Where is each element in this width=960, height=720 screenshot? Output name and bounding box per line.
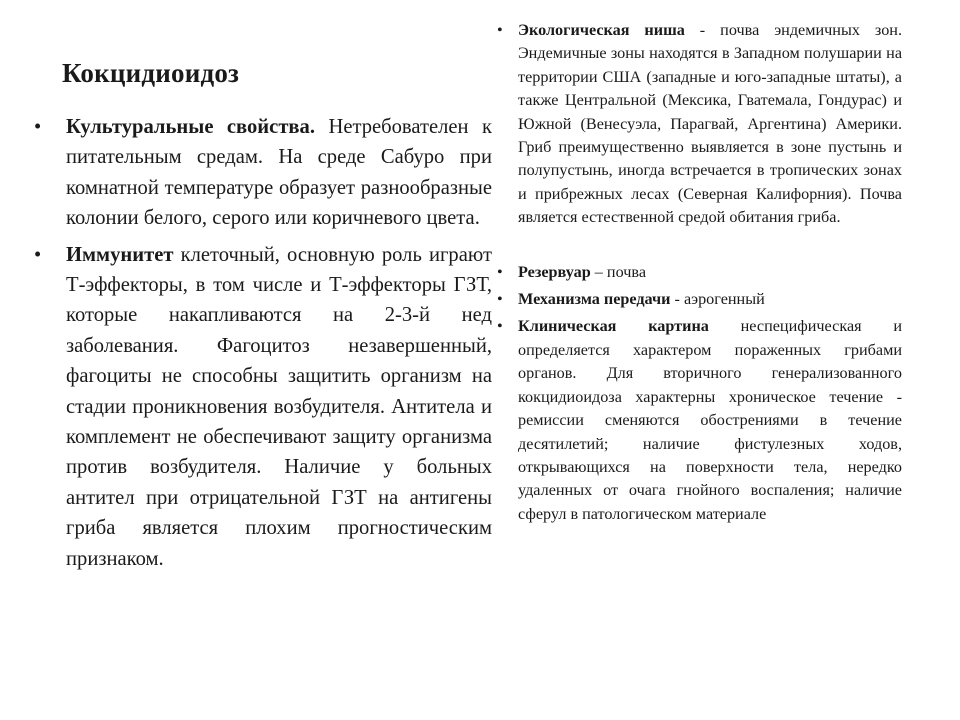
left-column <box>34 112 492 580</box>
list-item-ecological-niche <box>497 19 902 230</box>
bullet-icon: • <box>497 262 503 281</box>
item-term: Механизма передачи <box>518 290 671 309</box>
item-term: Иммунитет <box>66 243 174 266</box>
list-item-reservoir <box>497 261 902 284</box>
bullet-icon: • <box>497 317 503 336</box>
bullet-icon: • <box>34 243 42 266</box>
item-text: неспецифическая и определяется характером пораженных грибами органов. Для вторичного генерализованного кокцидиоидоза характерны хроническое течение - ремиссии сменяются обострениями в течение десятилетий; наличие фистулезных ходов, открывающихся на поверхности тела, нередко удаленных от очага гнойного воспаления; наличие сферул в патологическом материале <box>518 317 903 523</box>
item-text: – почва <box>590 262 646 281</box>
item-term: Клиническая картина <box>518 317 709 336</box>
list-item-transmission <box>497 288 902 311</box>
bullet-icon: • <box>497 290 503 309</box>
item-term: Культуральные свойства. <box>66 116 316 138</box>
right-column <box>497 19 902 526</box>
item-text: - почва эндемичных зон. Эндемичные зоны находятся в Западном полушарии на территории США (западные и юго-западные штаты), а также Центральной (Мексика, Гватемала, Гондурас) и Южной (Венесуэла, Парагвай, Аргентина) Америки. Гриб преимущественно выявляется в зоне пустынь и полупустынь, иногда встречается в тропических зонах и прибрежных лесах (Северная Калифорния). Почва является естественной средой обитания гриба. <box>518 21 902 227</box>
list-item-immunity <box>34 240 492 574</box>
item-term: Резервуар <box>518 262 591 281</box>
item-text: - аэрогенный <box>670 290 765 309</box>
list-item-clinical-picture <box>497 315 902 526</box>
item-term: Экологическая ниша <box>518 21 685 39</box>
bullet-icon: • <box>497 21 503 39</box>
list-item-cultural-properties <box>34 112 492 234</box>
item-text: клеточный, основную роль играют Т-эффекторы, в том числе и Т-эффекторы ГЗТ, которые накапливаются на 2-3-й нед заболевания. Фагоцитоз незавершенный, фагоциты не способны защитить организм на стадии проникновения возбудителя. Антитела и комплемент не обеспечивают защиту организма против возбудителя. Наличие у больных антител при отрицательной ГЗТ на антигены гриба является плохим прогностическим признаком. <box>66 243 492 570</box>
slide-title: Кокцидиоидоз <box>62 58 240 88</box>
item-text: Нетребователен к питательным средам. На среде Сабуро при комнатной температуре образует разнообразные колонии белого, серого или коричневого цвета. <box>66 116 492 230</box>
bullet-icon: • <box>34 116 42 138</box>
